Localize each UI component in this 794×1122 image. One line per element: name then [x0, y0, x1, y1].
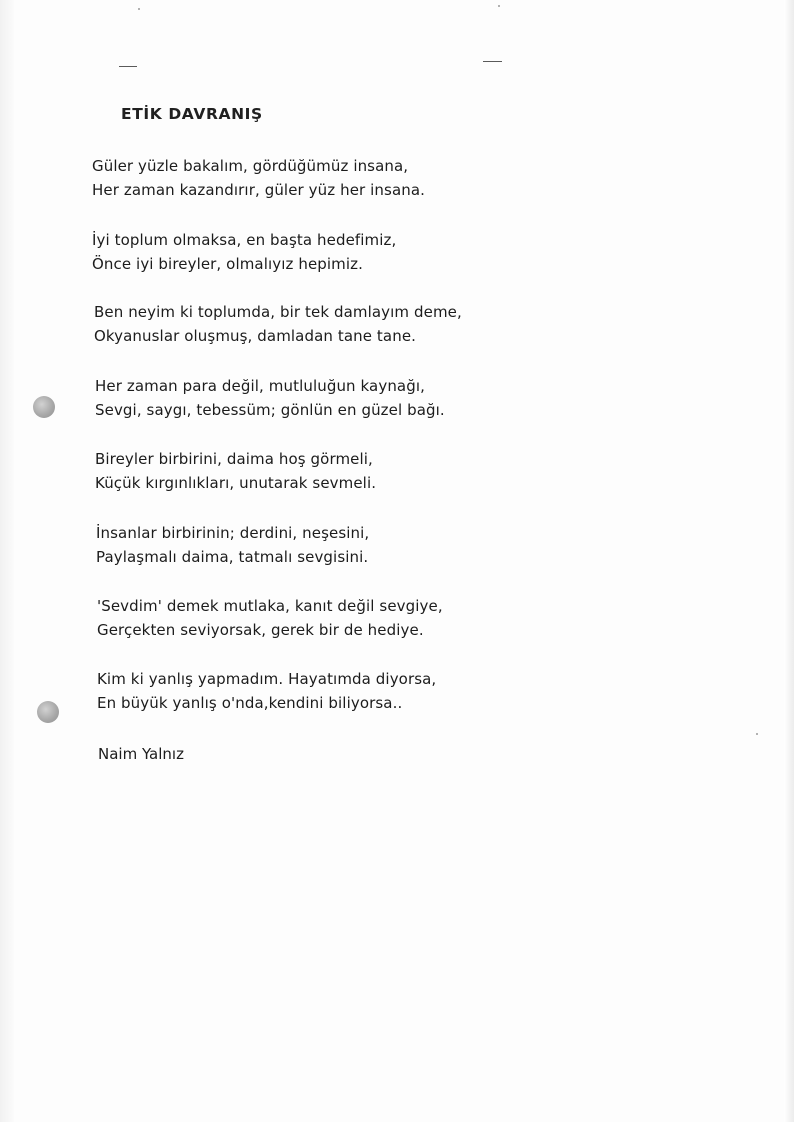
scan-shadow-left	[0, 0, 14, 1122]
header-dash-right	[483, 61, 502, 62]
poem-line: 'Sevdim' demek mutlaka, kanıt değil sevgiye,	[97, 597, 443, 615]
poem-line: İnsanlar birbirinin; derdini, neşesini,	[96, 524, 370, 542]
poem-stanza-4	[95, 374, 535, 422]
poem-line: Güler yüzle bakalım, gördüğümüz insana,	[92, 157, 409, 175]
poem-stanza-7	[97, 594, 537, 642]
poem-stanza-8	[97, 667, 537, 715]
poem-line: Her zaman para değil, mutluluğun kaynağı,	[95, 377, 425, 395]
scan-speck	[756, 733, 758, 735]
poem-line: Bireyler birbirini, daima hoş görmeli,	[95, 450, 373, 468]
poem-line: Sevgi, saygı, tebessüm; gönlün en güzel bağı.	[95, 401, 445, 419]
poem-line: Önce iyi bireyler, olmalıyız hepimiz.	[92, 255, 363, 273]
scan-speck	[498, 5, 500, 7]
poem-line: Okyanuslar oluşmuş, damladan tane tane.	[94, 327, 417, 345]
poem-line: Paylaşmalı daima, tatmalı sevgisini.	[96, 548, 369, 566]
poem-stanza-2	[92, 228, 532, 276]
poem-author: Naim Yalnız	[98, 745, 184, 763]
header-dash-left	[119, 66, 137, 67]
scan-speck	[138, 8, 140, 10]
poem-line: Her zaman kazandırır, güler yüz her insana.	[92, 181, 426, 199]
scan-shadow-right	[784, 0, 794, 1122]
punch-hole-bottom	[37, 701, 59, 723]
poem-stanza-5	[95, 447, 535, 495]
poem-title: ETİK DAVRANIŞ	[121, 105, 263, 123]
poem-line: İyi toplum olmaksa, en başta hedefimiz,	[92, 231, 397, 249]
poem-line: Kim ki yanlış yapmadım. Hayatımda diyorsa,	[97, 670, 437, 688]
punch-hole-top	[33, 396, 55, 418]
poem-stanza-6	[96, 521, 536, 569]
poem-stanza-3	[94, 300, 534, 348]
poem-line: Ben neyim ki toplumda, bir tek damlayım deme,	[94, 303, 462, 321]
poem-line: Gerçekten seviyorsak, gerek bir de hediye.	[97, 621, 424, 639]
poem-line: Küçük kırgınlıkları, unutarak sevmeli.	[95, 474, 377, 492]
poem-line: En büyük yanlış o'nda,kendini biliyorsa..	[97, 694, 403, 712]
poem-stanza-1	[92, 154, 532, 202]
